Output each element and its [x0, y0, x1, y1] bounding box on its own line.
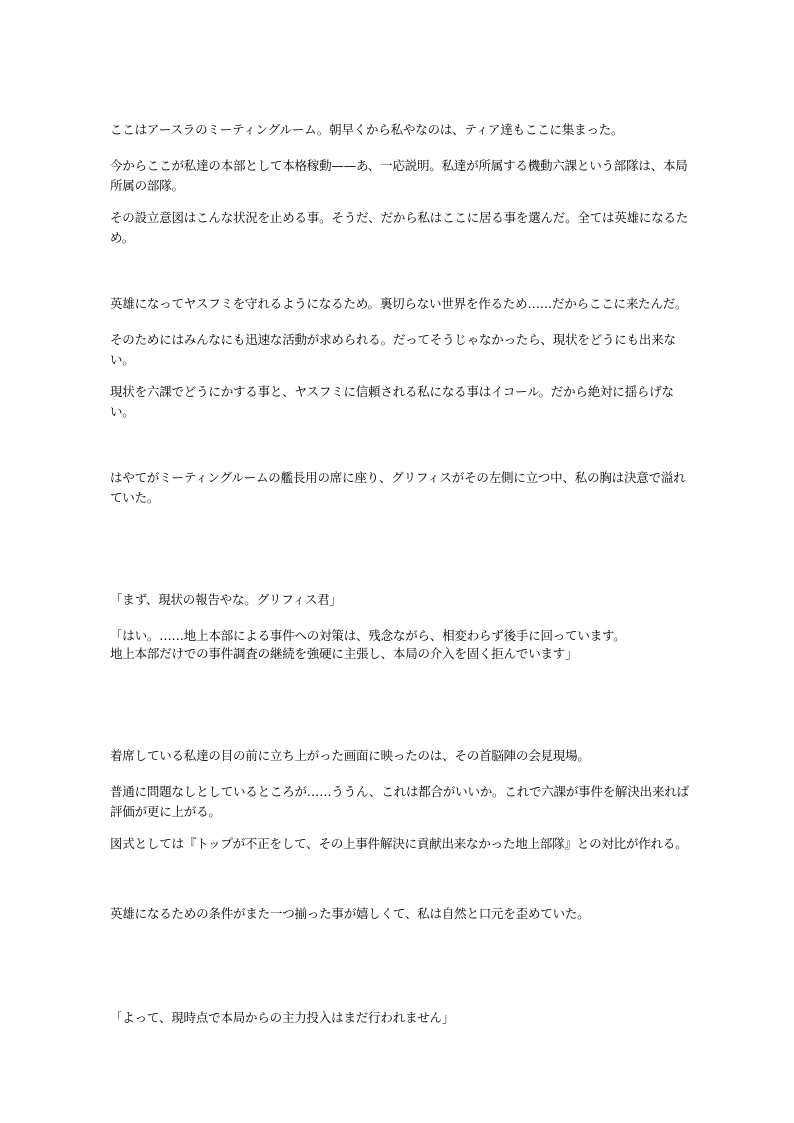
- dialogue-no-deployment: 「よって、現時点で本局からの主力投入はまだ行われません」: [110, 1010, 455, 1025]
- dialogue-report-line-1: 「はい。……地上本部による事件への対策は、残念ながら、相変わらず後手に回っています。: [110, 628, 626, 643]
- paragraph-swift-action: そのためにはみんなにも迅速な活動が求められる。だってそうじゃなかったら、現状をどうにも出来ない。: [110, 332, 676, 367]
- paragraph-press-conference: 着席している私達の目の前に立ち上がった画面に映ったのは、その首脳陣の会見現場。: [110, 748, 590, 763]
- paragraph-evaluation: 普通に問題なしとしているところが……ううん、これは都合がいいか。これで六課が事件を解決出来れば評価が更に上がる。: [110, 784, 689, 819]
- paragraph-become-hero: 英雄になってヤスフミを守れるようになるため。裏切らない世界を作るため……だからここに来たんだ。: [110, 296, 688, 311]
- paragraph-equal: 現状を六課でどうにかする事と、ヤスフミに信頼される私になる事はイコール。だから絶対に揺らげない。: [110, 384, 674, 419]
- paragraph-determination: はやてがミーティングルームの艦長用の席に座り、グリフィスがその左側に立つ中、私の胸は決意で溢れていた。: [110, 470, 686, 505]
- paragraph-smile: 英雄になるための条件がまた一つ揃った事が嬉しくて、私は自然と口元を歪めていた。: [110, 906, 590, 921]
- paragraph-headquarters: 今からここが私達の本部として本格稼動——あ、一応説明。私達が所属する機動六課という部隊は、本局所属の部隊。: [110, 158, 688, 193]
- dialogue-report-line-2: 地上本部だけでの事件調査の継続を強硬に主張し、本局の介入を固く拒んでいます」: [110, 646, 578, 661]
- paragraph-purpose: その設立意図はこんな状況を止める事。そうだ、だから私はここに居る事を選んだ。全ては英雄になるため。: [110, 210, 689, 245]
- paragraph-meeting-room: ここはアースラのミーティングルーム。朝早くから私やなのは、ティア達もここに集まった。: [110, 122, 624, 137]
- dialogue-report-request: 「まず、現状の報告やな。グリフィス君」: [110, 592, 342, 607]
- paragraph-contrast: 図式としては『トップが不正をして、その上事件解決に貢献出来なかった地上部隊』との対比が作れる。: [110, 836, 688, 851]
